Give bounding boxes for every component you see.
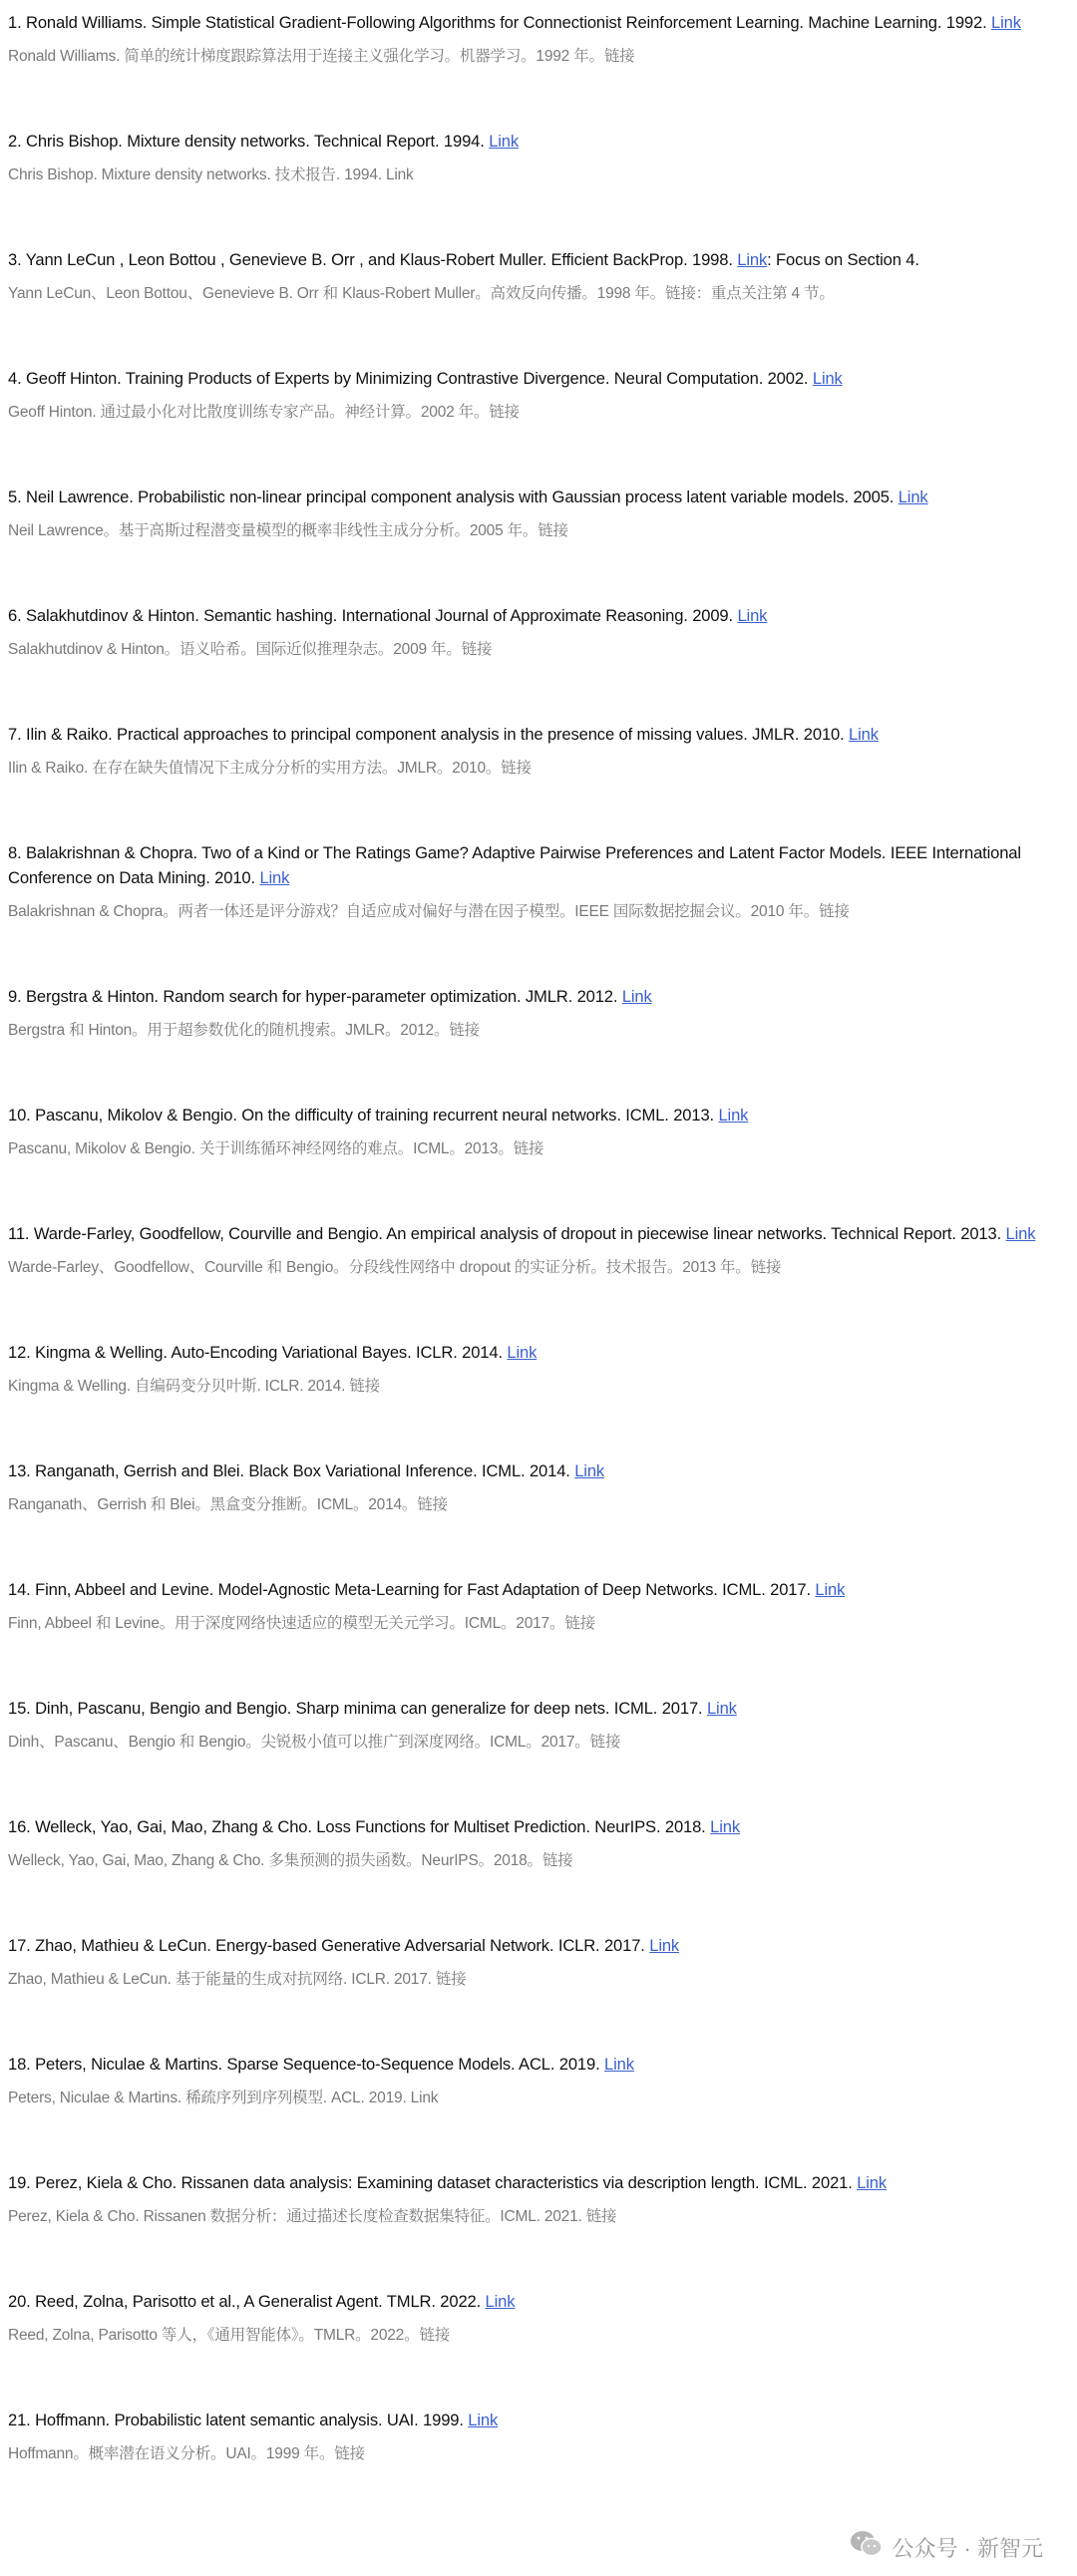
- reference-entry: [8, 603, 1045, 662]
- reference-link[interactable]: Link: [849, 725, 879, 744]
- reference-entry: [8, 1814, 1045, 1873]
- reference-link[interactable]: Link: [259, 868, 290, 887]
- reference-link[interactable]: Link: [649, 1936, 680, 1955]
- reference-text: Kingma & Welling. Auto-Encoding Variational Bayes. ICLR. 2014.: [35, 1343, 503, 1362]
- reference-entry: [8, 2170, 1045, 2229]
- reference-translation: Peters, Niculae & Martins. 稀疏序列到序列模型. ACL. 2019. Link: [8, 2090, 439, 2106]
- reference-translation: Ilin & Raiko. 在存在缺失值情况下主成分分析的实用方法。JMLR。2010。链接: [8, 760, 532, 777]
- reference-text: Reed, Zolna, Parisotto et al., A Generalist Agent. TMLR. 2022.: [35, 2292, 482, 2311]
- reference-text: Welleck, Yao, Gai, Mao, Zhang & Cho. Loss Functions for Multiset Prediction. NeurIPS. 2018.: [35, 1817, 706, 1836]
- reference-entry: [8, 247, 1045, 306]
- reference-citation: [8, 2052, 1045, 2077]
- reference-entry: [8, 840, 1045, 924]
- reference-citation: [8, 603, 1045, 628]
- watermark-text: 公众号 · 新智元: [892, 2535, 1043, 2561]
- reference-number: 2.: [8, 132, 22, 151]
- reference-link[interactable]: Link: [485, 2292, 516, 2311]
- reference-entry: [8, 2289, 1045, 2348]
- reference-text: Peters, Niculae & Martins. Sparse Sequence-to-Sequence Models. ACL. 2019.: [35, 2055, 600, 2074]
- reference-entry: [8, 484, 1045, 543]
- reference-text: Ranganath, Gerrish and Blei. Black Box Variational Inference. ICML. 2014.: [35, 1461, 570, 1480]
- reference-citation: [8, 1933, 1045, 1958]
- reference-citation: [8, 2170, 1045, 2195]
- reference-link[interactable]: Link: [574, 1461, 605, 1480]
- reference-translation: Kingma & Welling. 自编码变分贝叶斯. ICLR. 2014. 链接: [8, 1378, 380, 1395]
- reference-entry: [8, 722, 1045, 781]
- reference-translation: Pascanu, Mikolov & Bengio. 关于训练循环神经网络的难点。ICML。2013。链接: [8, 1140, 544, 1157]
- reference-text: Finn, Abbeel and Levine. Model-Agnostic Meta-Learning for Fast Adaptation of Deep Networks. ICML. 2017.: [35, 1580, 811, 1599]
- reference-translation: Chris Bishop. Mixture density networks. 技术报告. 1994. Link: [8, 166, 414, 183]
- reference-link[interactable]: Link: [710, 1817, 740, 1836]
- reference-entry: [8, 1458, 1045, 1517]
- reference-number: 17.: [8, 1936, 31, 1955]
- reference-translation: Salakhutdinov & Hinton。语义哈希。国际近似推理杂志。2009 年。链接: [8, 641, 493, 658]
- reference-text: Dinh, Pascanu, Bengio and Bengio. Sharp minima can generalize for deep nets. ICML. 2017.: [35, 1699, 703, 1718]
- reference-number: 12.: [8, 1343, 31, 1362]
- reference-text: Geoff Hinton. Training Products of Experts by Minimizing Contrastive Divergence. Neural Computation. 2002.: [26, 369, 809, 388]
- reference-number: 15.: [8, 1699, 31, 1718]
- reference-translation: Welleck, Yao, Gai, Mao, Zhang & Cho. 多集预测的损失函数。NeurIPS。2018。链接: [8, 1852, 573, 1869]
- reference-citation: [8, 1458, 1045, 1483]
- reference-citation: [8, 484, 1045, 509]
- reference-link[interactable]: Link: [737, 606, 768, 625]
- reference-link[interactable]: Link: [991, 13, 1021, 32]
- reference-translation: Warde-Farley、Goodfellow、Courville 和 Bengio。分段线性网络中 dropout 的实证分析。技术报告。2013 年。链接: [8, 1259, 782, 1276]
- reference-link[interactable]: Link: [1005, 1224, 1036, 1243]
- reference-text: Hoffmann. Probabilistic latent semantic analysis. UAI. 1999.: [35, 2411, 464, 2429]
- reference-translation: Bergstra 和 Hinton。用于超参数优化的随机搜索。JMLR。2012。链接: [8, 1022, 480, 1039]
- reference-citation: [8, 722, 1045, 747]
- reference-entry: [8, 2408, 1045, 2466]
- reference-citation: [8, 1577, 1045, 1602]
- reference-text: Warde-Farley, Goodfellow, Courville and Bengio. An empirical analysis of dropout in piecewise linear networks. Technical Report. 2013.: [33, 1224, 1002, 1243]
- reference-entry: [8, 10, 1045, 69]
- reference-text: Balakrishnan & Chopra. Two of a Kind or The Ratings Game? Adaptive Pairwise Preferences and Latent Factor Models. IEEE International Conference on Data Mining. 2010.: [8, 843, 1021, 887]
- reference-link[interactable]: Link: [468, 2411, 499, 2429]
- reference-number: 20.: [8, 2292, 31, 2311]
- reference-link[interactable]: Link: [718, 1106, 749, 1125]
- reference-number: 4.: [8, 369, 22, 388]
- reference-link[interactable]: Link: [815, 1580, 846, 1599]
- reference-suffix: : Focus on Section 4.: [767, 250, 919, 269]
- reference-citation: [8, 1103, 1045, 1127]
- reference-list: [8, 10, 1045, 2466]
- reference-text: Ilin & Raiko. Practical approaches to principal component analysis in the presence of missing values. JMLR. 2010.: [26, 725, 845, 744]
- reference-link[interactable]: Link: [706, 1699, 737, 1718]
- reference-translation: Finn, Abbeel 和 Levine。用于深度网络快速适应的模型无关元学习。ICML。2017。链接: [8, 1615, 595, 1632]
- reference-citation: [8, 984, 1045, 1009]
- reference-entry: [8, 1696, 1045, 1755]
- reference-translation: Hoffmann。概率潜在语义分析。UAI。1999 年。链接: [8, 2445, 365, 2462]
- reference-translation: Yann LeCun、Leon Bottou、Genevieve B. Orr 和 Klaus-Robert Muller。高效反向传播。1998 年。链接：重点关注第 4 节。: [8, 285, 835, 302]
- reference-number: 8.: [8, 843, 22, 862]
- reference-citation: [8, 129, 1045, 154]
- reference-text: Bergstra & Hinton. Random search for hyper-parameter optimization. JMLR. 2012.: [26, 987, 618, 1006]
- reference-text: Perez, Kiela & Cho. Rissanen data analysis: Examining dataset characteristics via description length. ICML. 2021.: [35, 2173, 853, 2192]
- reference-translation: Zhao, Mathieu & LeCun. 基于能量的生成对抗网络. ICLR. 2017. 链接: [8, 1971, 467, 1988]
- watermark: [850, 2529, 1043, 2565]
- reference-entry: [8, 1933, 1045, 1992]
- wechat-icon: [850, 2529, 884, 2565]
- reference-link[interactable]: Link: [621, 987, 652, 1006]
- reference-number: 1.: [8, 13, 22, 32]
- reference-number: 5.: [8, 487, 22, 506]
- reference-text: Yann LeCun , Leon Bottou , Genevieve B. Orr , and Klaus-Robert Muller. Efficient BackProp. 1998.: [25, 250, 733, 269]
- reference-citation: [8, 247, 1045, 272]
- reference-number: 7.: [8, 725, 22, 744]
- reference-citation: [8, 1221, 1045, 1246]
- reference-translation: Neil Lawrence。基于高斯过程潜变量模型的概率非线性主成分分析。2005 年。链接: [8, 522, 568, 539]
- reference-number: 19.: [8, 2173, 31, 2192]
- reference-citation: [8, 1696, 1045, 1721]
- reference-citation: [8, 2408, 1045, 2432]
- reference-link[interactable]: Link: [604, 2055, 634, 2074]
- reference-translation: Perez, Kiela & Cho. Rissanen 数据分析：通过描述长度检查数据集特征。ICML. 2021. 链接: [8, 2208, 617, 2225]
- reference-citation: [8, 10, 1045, 35]
- reference-citation: [8, 1814, 1045, 1839]
- reference-entry: [8, 2052, 1045, 2110]
- reference-translation: Ronald Williams. 简单的统计梯度跟踪算法用于连接主义强化学习。机器学习。1992 年。链接: [8, 48, 635, 65]
- reference-citation: [8, 366, 1045, 391]
- reference-link[interactable]: Link: [507, 1343, 538, 1362]
- reference-number: 3.: [8, 250, 22, 269]
- reference-translation: Balakrishnan & Chopra。两者一体还是评分游戏？自适应成对偏好与潜在因子模型。IEEE 国际数据挖掘会议。2010 年。链接: [8, 903, 850, 920]
- reference-text: Chris Bishop. Mixture density networks. Technical Report. 1994.: [26, 132, 485, 151]
- reference-text: Neil Lawrence. Probabilistic non-linear principal component analysis with Gaussian process latent variable models. 2005.: [26, 487, 895, 506]
- reference-link[interactable]: Link: [737, 250, 768, 269]
- reference-number: 21.: [8, 2411, 31, 2429]
- reference-number: 18.: [8, 2055, 31, 2074]
- reference-link[interactable]: Link: [857, 2173, 888, 2192]
- reference-entry: [8, 1103, 1045, 1161]
- reference-entry: [8, 366, 1045, 425]
- reference-citation: [8, 2289, 1045, 2314]
- reference-citation: [8, 840, 1045, 890]
- reference-text: Salakhutdinov & Hinton. Semantic hashing. International Journal of Approximate Reasoning. 2009.: [26, 606, 733, 625]
- reference-translation: Geoff Hinton. 通过最小化对比散度训练专家产品。神经计算。2002 年。链接: [8, 404, 520, 421]
- reference-number: 11.: [8, 1224, 30, 1243]
- reference-translation: Dinh、Pascanu、Bengio 和 Bengio。尖锐极小值可以推广到深度网络。ICML。2017。链接: [8, 1734, 621, 1751]
- reference-entry: [8, 129, 1045, 187]
- reference-number: 6.: [8, 606, 22, 625]
- reference-link[interactable]: Link: [812, 369, 843, 388]
- reference-link[interactable]: Link: [489, 132, 520, 151]
- reference-translation: Reed, Zolna, Parisotto 等人，《通用智能体》。TMLR。2022。链接: [8, 2327, 451, 2344]
- reference-text: Ronald Williams. Simple Statistical Gradient-Following Algorithms for Connectionist Reinforcement Learning. Machine Learning. 1992.: [26, 13, 987, 32]
- reference-translation: Ranganath、Gerrish 和 Blei。黑盒变分推断。ICML。2014。链接: [8, 1496, 448, 1513]
- reference-text: Zhao, Mathieu & LeCun. Energy-based Generative Adversarial Network. ICLR. 2017.: [35, 1936, 645, 1955]
- reference-text: Pascanu, Mikolov & Bengio. On the difficulty of training recurrent neural networks. ICML. 2013.: [35, 1106, 714, 1125]
- reference-citation: [8, 1340, 1045, 1365]
- reference-entry: [8, 1577, 1045, 1636]
- reference-number: 13.: [8, 1461, 31, 1480]
- reference-number: 16.: [8, 1817, 31, 1836]
- reference-entry: [8, 1340, 1045, 1399]
- reference-entry: [8, 1221, 1045, 1280]
- reference-entry: [8, 984, 1045, 1043]
- reference-link[interactable]: Link: [898, 487, 928, 506]
- reference-number: 9.: [8, 987, 22, 1006]
- reference-number: 14.: [8, 1580, 31, 1599]
- reference-number: 10.: [8, 1106, 31, 1125]
